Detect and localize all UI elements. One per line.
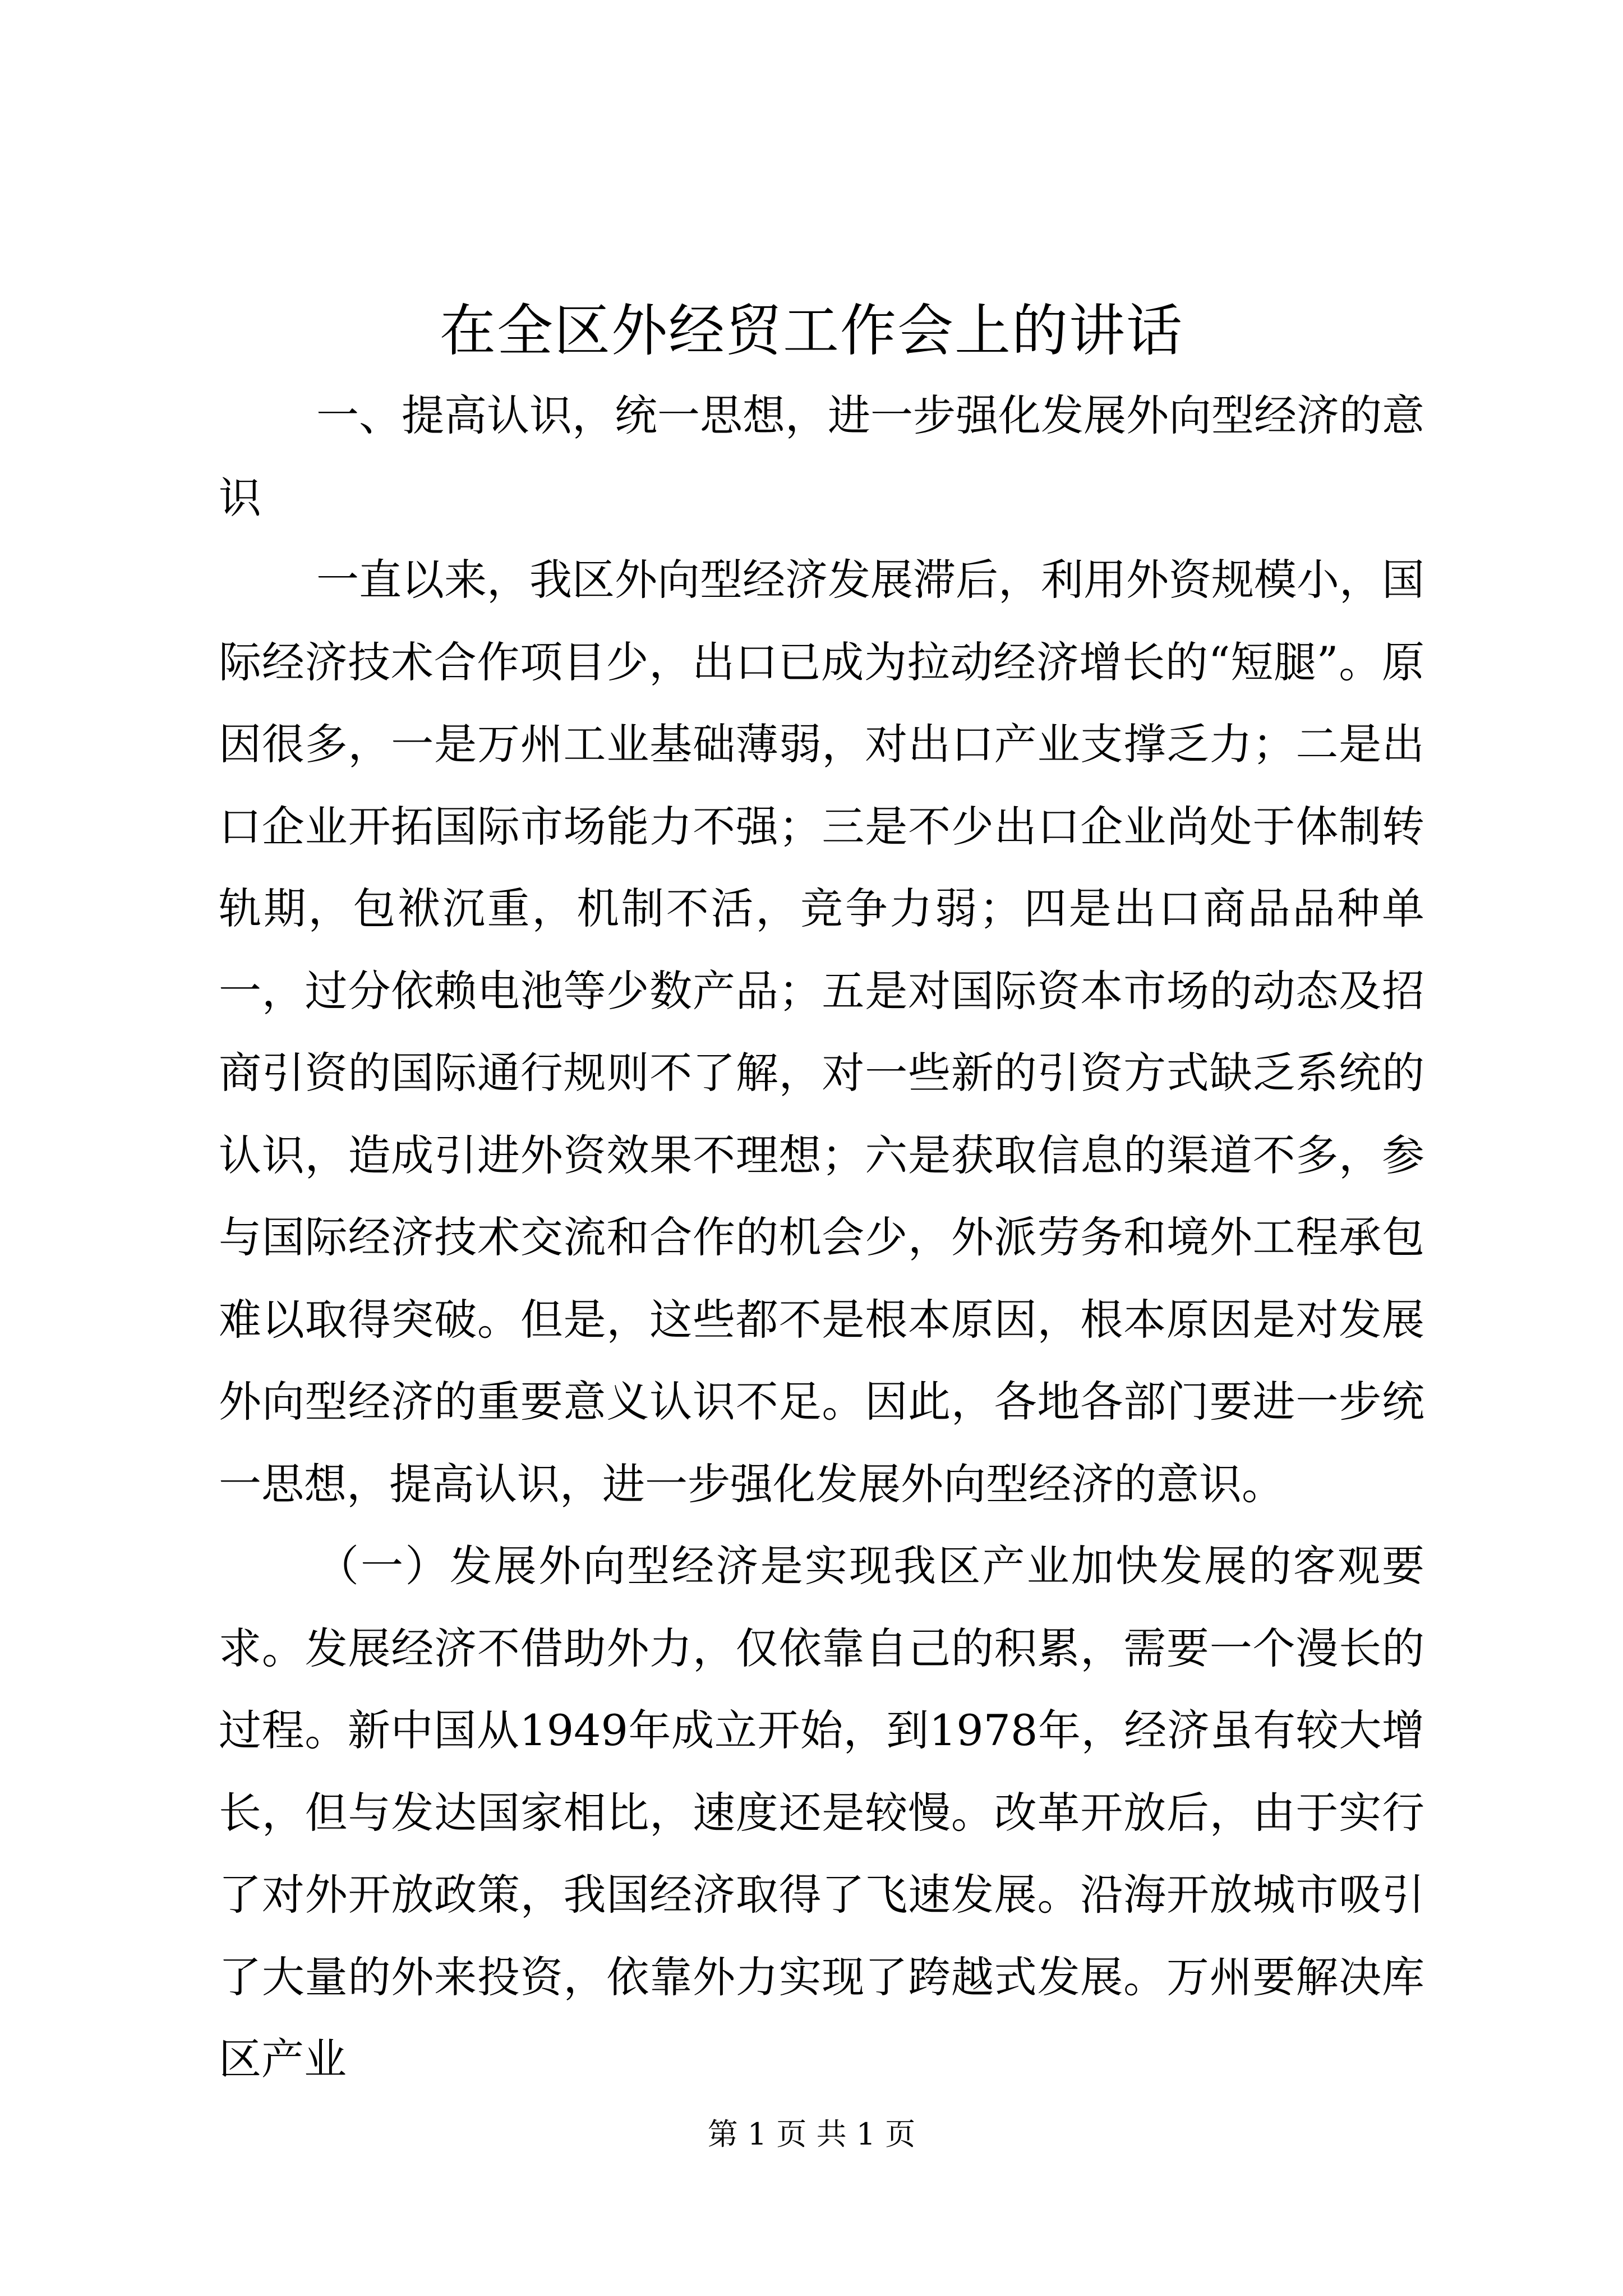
body-paragraph: 一直以来，我区外向型经济发展滞后，利用外资规模小，国际经济技术合作项目少，出口已成为拉动经济增长的“短腿”。原因很多，一是万州工业基础薄弱，对出口产业支撑乏力；二是出口企业开拓国际市场能力不强；三是不少出口企业尚处于体制转轨期，包袱沉重，机制不活，竞争力弱；四是出口商品品种单一，过分依赖电池等少数产品；五是对国际资本市场的动态及招商引资的国际通行规则不了解，对一些新的引资方式缺乏系统的认识，造成引进外资效果不理想；六是获取信息的渠道不多，参与国际经济技术交流和合作的机会少，外派劳务和境外工程承包难以取得突破。但是，这些都不是根本原因，根本原因是对发展外向型经济的重要意义认识不足。因此，各地各部门要进一步统一思想，提高认识，进一步强化发展外向型经济的意识。: [219, 555, 1424, 1509]
body-paragraph: （一）发展外向型经济是实现我区产业加快发展的客观要求。发展经济不借助外力，仅依靠自己的积累，需要一个漫长的过程。新中国从1949年成立开始，到1978年，经济虽有较大增长，但与发达国家相比，速度还是较慢。改革开放后，由于实行了对外开放政策，我国经济取得了飞速发展。沿海开放城市吸引了大量的外来投资，依靠外力实现了跨越式发展。万州要解决库区产业: [219, 1541, 1424, 2084]
document-title: 在全区外经贸工作会上的讲话: [440, 298, 1183, 364]
page-footer: 第 1 页 共 1 页: [707, 2116, 916, 2152]
document-body: [219, 375, 1424, 2101]
section-heading: 一、提高认识，统一思想，进一步强化发展外向型经济的意识: [219, 390, 1424, 523]
